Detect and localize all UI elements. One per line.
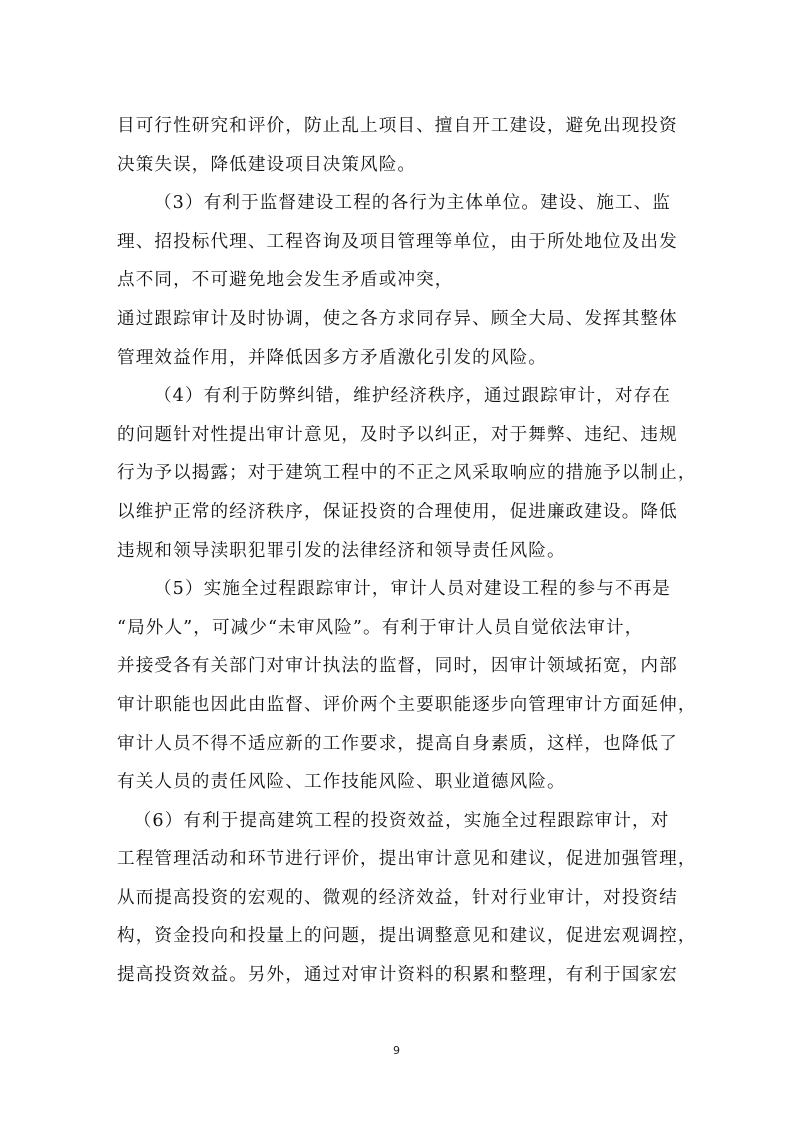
text-line: “局外人”，可减少“未审风险”。有利于审计人员自觉依法审计， — [117, 617, 644, 638]
text-line: （5）实施全过程跟踪审计，审计人员对建设工程的参与不再是 — [153, 579, 671, 600]
text-line: 理、招投标代理、工程咨询及项目管理等单位，由于所处地位及出发 — [117, 231, 678, 252]
text-line: 的问题针对性提出审计意见，及时予以纠正，对于舞弊、违纪、违规 — [117, 424, 678, 445]
text-line: 审计人员不得不适应新的工作要求，提高自身素质，这样，也降低了 — [117, 733, 678, 754]
page-number: 9 — [393, 1044, 400, 1057]
text-line: （4）有利于防弊纠错，维护经济秩序，通过跟踪审计，对存在 — [153, 386, 671, 407]
text-line: 行为予以揭露；对于建筑工程中的不正之风采取响应的措施予以制止， — [117, 463, 697, 484]
paragraph-item-5 — [117, 570, 697, 802]
text-line: 点不同，不可避免地会发生矛盾或冲突， — [117, 270, 454, 291]
text-line: 决策失误，降低建设项目决策风险。 — [117, 154, 417, 175]
text-line: 通过跟踪审计及时协调，使之各方求同存异、顾全大局、发挥其整体 — [117, 308, 678, 329]
text-line: （6）有利于提高建筑工程的投资效益，实施全过程跟踪审计，对 — [133, 810, 670, 831]
paragraph-continuation — [117, 107, 677, 184]
text-line: 审计职能也因此由监督、评价两个主要职能逐步向管理审计方面延伸， — [117, 694, 697, 715]
text-line: 管理效益作用，并降低因多方矛盾激化引发的风险。 — [117, 347, 547, 368]
text-line: 目可行性研究和评价，防止乱上项目、擅自开工建设，避免出现投资 — [117, 116, 678, 136]
text-line: （3）有利于监督建设工程的各行为主体单位。建设、施工、监 — [153, 193, 671, 214]
paragraph-item-4 — [117, 377, 697, 570]
text-line: 构，资金投向和投量上的问题，提出调整意见和建议，促进宏观调控， — [117, 926, 697, 947]
text-line: 提高投资效益。另外，通过对审计资料的积累和整理，有利于国家宏 — [117, 965, 678, 986]
text-line: 以维护正常的经济秩序，保证投资的合理使用，促进廉政建设。降低 — [117, 501, 678, 522]
paragraph-item-6 — [117, 802, 697, 995]
text-line: 并接受各有关部门对审计执法的监督，同时，因审计领域拓宽，内部 — [117, 656, 678, 677]
text-line: 有关人员的责任风险、工作技能风险、职业道德风险。 — [117, 772, 566, 793]
text-line: 从而提高投资的宏观的、微观的经济效益，针对行业审计，对投资结 — [117, 887, 678, 908]
document-page — [117, 107, 697, 995]
text-line: 违规和领导渎职犯罪引发的法律经济和领导责任风险。 — [117, 540, 566, 561]
paragraph-item-3 — [117, 184, 677, 377]
text-line: 工程管理活动和环节进行评价，提出审计意见和建议，促进加强管理， — [117, 849, 697, 870]
